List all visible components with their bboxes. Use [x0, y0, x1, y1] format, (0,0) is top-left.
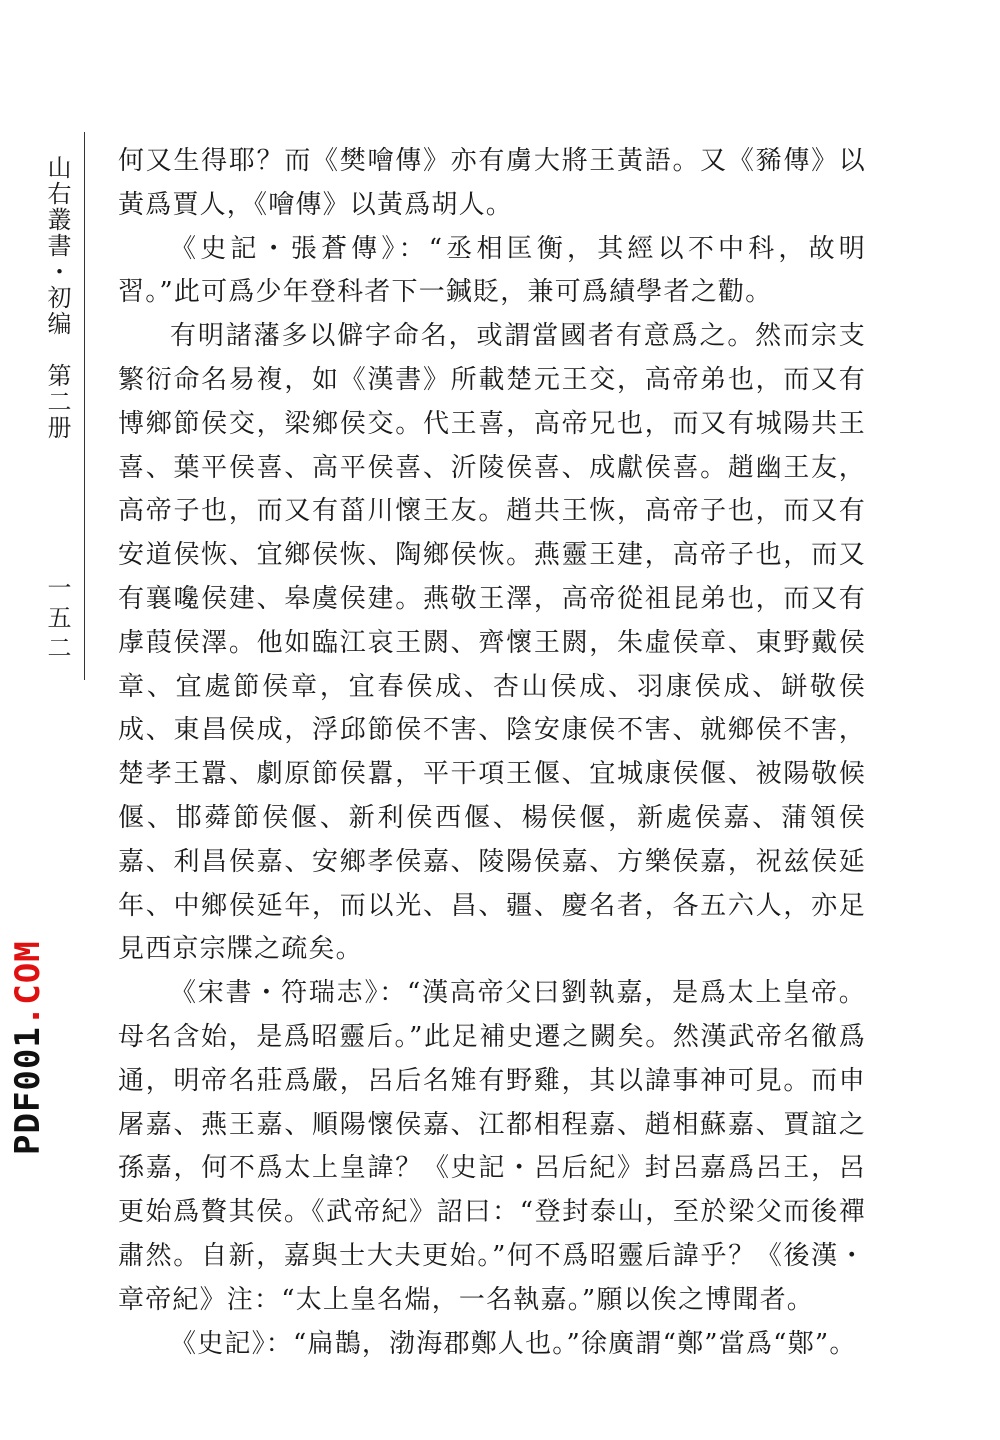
- watermark: [8, 940, 54, 1155]
- body-text: [118, 140, 866, 1366]
- page-number: 一五二: [43, 575, 71, 665]
- margin-rule: [84, 132, 85, 680]
- watermark-text-suffix: .COM: [8, 940, 48, 1027]
- paragraph: 《史記》：“扁鵲，渤海郡鄭人也。”徐廣謂“鄭”當爲“鄚”。: [170, 1328, 857, 1359]
- paragraph: 有明諸藩多以僻字命名，或謂當國者有意爲之。然而宗支繁衍命名易複，如《漢書》所載楚元王交，高帝弟也，而又有博鄉節侯交，梁鄉侯交。代王喜，高帝兄也，而又有城陽共王喜、葉平侯喜、高平侯喜、沂陵侯喜、成獻侯喜。趙幽王友，高帝子也，而又有菑川懷王友。趙共王恢，高帝子也，而又有安道侯恢、宜鄉侯恢、陶鄉侯恢。燕靈王建，高帝子也，而又有襄嚵侯建、皋虞侯建。燕敬王澤，高帝從祖昆弟也，而又有虖葭侯澤。他如臨江哀王閼、齊懷王閼，朱虛侯章、東野戴侯章、宜處節侯章，宜春侯成、杏山侯成、羽康侯成、缾敬侯成、東昌侯成，浮邱節侯不害、陰安康侯不害、就鄉侯不害，楚孝王囂、劇原節侯囂，平干項王偃、宜城康侯偃、被陽敬候偃、邯蕣節侯偃、新利侯西偃、楊侯偃，新處侯嘉、蒲領侯嘉、利昌侯嘉、安鄉孝侯嘉、陵陽侯嘉、方樂侯嘉，祝兹侯延年、中鄉侯延年，而以光、昌、疆、慶名者，各五六人，亦足見西京宗牒之疏矣。: [118, 321, 866, 965]
- book-title: 山右叢書・初编 第二册: [43, 155, 71, 441]
- paragraph: 何又生得耶？而《樊噲傳》亦有虜大將王黃語。又《豨傳》以黃爲賈人，《噲傳》以黃爲胡人。: [118, 146, 866, 220]
- paragraph: 《宋書・符瑞志》：“漢高帝父曰劉執嘉，是爲太上皇帝。母名含始，是爲昭靈后。”此足補史遷之闕矣。然漢武帝名徹爲通，明帝名莊爲嚴，呂后名雉有野雞，其以諱事神可見。而申屠嘉、燕王嘉、順陽懷侯嘉、江都相程嘉、趙相蘇嘉、賈誼之孫嘉，何不爲太上皇諱？《史記・呂后紀》封呂嘉爲呂王，呂更始爲贅其侯。《武帝紀》詔曰：“登封泰山，至於梁父而後禪肅然。自新，嘉與士大夫更始。”何不爲昭靈后諱乎？《後漢・章帝紀》注：“太上皇名煓，一名執嘉。”願以俟之博聞者。: [118, 978, 866, 1315]
- paragraph: 《史記・張蒼傳》：“丞相匡衡，其經以不中科，故明習。”此可爲少年登科者下一鍼貶，兼可爲績學者之勸。: [118, 233, 866, 308]
- watermark-text-primary: PDF001: [8, 1026, 48, 1155]
- running-title: [38, 155, 72, 441]
